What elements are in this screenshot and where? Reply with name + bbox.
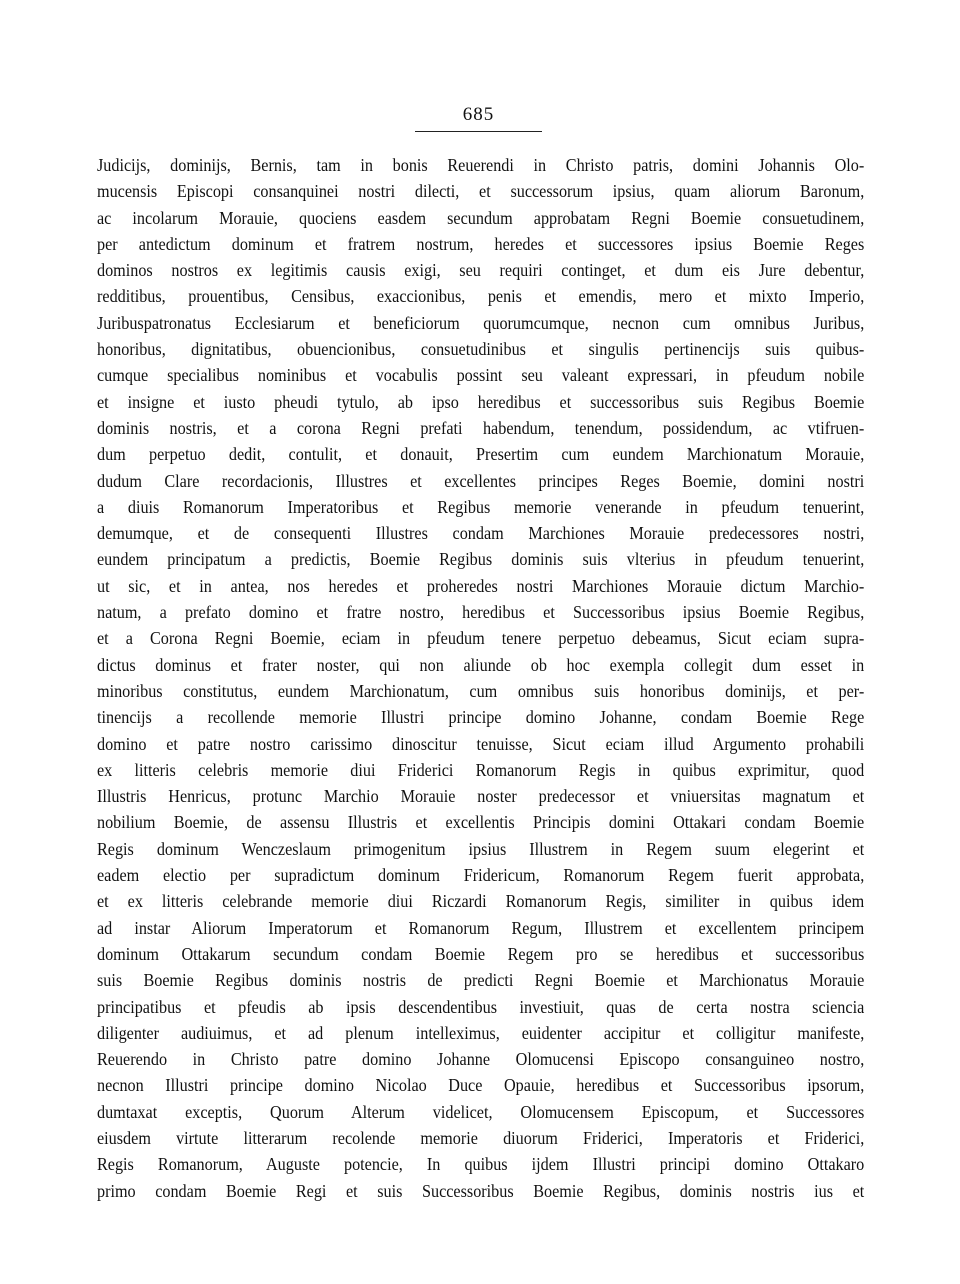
text-line: eadem electio per supradictum dominum Fridericum, Romanorum Regem fuerit approbata, bbox=[97, 865, 865, 886]
text-line: mucensis Episcopi consanquinei nostri dilecti, et successorum ipsius, quam aliorum Baronum, bbox=[97, 181, 865, 202]
text-line: dum perpetuo dedit, contulit, et donauit, Presertim cum eundem Marchionatum Morauie, bbox=[97, 444, 865, 465]
text-line: per antedictum dominum et fratrem nostrum, heredes et successores ipsius Boemie Reges bbox=[97, 233, 865, 254]
text-line: dumtaxat exceptis, Quorum Alterum videlicet, Olomucensem Episcopum, et Successores bbox=[97, 1101, 865, 1122]
text-line: minoribus constitutus, eundem Marchionatum, cum omnibus suis honoribus dominijs, et per- bbox=[97, 680, 865, 701]
text-line: ex litteris celebris memorie diui Friderici Romanorum Regis in quibus exprimitur, quod bbox=[97, 759, 865, 780]
text-line: dudum Clare recordacionis, Illustres et excellentes principes Reges Boemie, domini nostri bbox=[97, 470, 865, 491]
text-line: Juribuspatronatus Ecclesiarum et beneficiorum quorumcumque, necnon cum omnibus Juribus, bbox=[97, 312, 865, 333]
text-line: dominos nostros ex legitimis causis exigi, seu requiri continget, et dum eis Jure debentur, bbox=[97, 260, 865, 281]
header-rule bbox=[415, 131, 542, 132]
text-line: primo condam Boemie Regi et suis Successoribus Boemie Regibus, dominis nostris ius et bbox=[97, 1180, 865, 1201]
text-line: suis Boemie Regibus dominis nostris de predicti Regni Boemie et Marchionatus Morauie bbox=[97, 970, 865, 991]
text-line: eiusdem virtute litterarum recolende memorie diuorum Friderici, Imperatoris et Friderici, bbox=[97, 1127, 865, 1148]
text-line: diligenter audiuimus, et ad plenum intelleximus, euidenter accipitur et colligitur manifeste, bbox=[97, 1022, 865, 1043]
text-line: necnon Illustri principe domino Nicolao Duce Opauie, heredibus et Successoribus ipsorum, bbox=[97, 1075, 865, 1096]
text-line: dictus dominus et frater noster, qui non aliunde ob hoc exempla collegit dum esset in bbox=[97, 654, 865, 675]
text-line: Regis dominum Wenczeslaum primogenitum ipsius Illustrem in Regem suum elegerint et bbox=[97, 838, 865, 859]
text-line: dominis nostris, et a corona Regni prefati habendum, tenendum, possidendum, ac vtifruen- bbox=[97, 417, 865, 438]
text-line: ad instar Aliorum Imperatorum et Romanorum Regum, Illustrem et excellentem principem bbox=[97, 917, 865, 938]
text-line: et insigne et iusto pheudi tytulo, ab ipso heredibus et successoribus suis Regibus Boemie bbox=[97, 391, 865, 412]
text-line: a diuis Romanorum Imperatoribus et Regibus memorie venerande in pfeudum tenuerint, bbox=[97, 496, 865, 517]
text-line: principatibus et pfeudis ab ipsis descendentibus investiuit, quas de certa nostra sciencia bbox=[97, 996, 865, 1017]
text-line: demumque, et de consequenti Illustres condam Marchiones Morauie predecessores nostri, bbox=[97, 523, 865, 544]
text-line: honoribus, dignitatibus, obuencionibus, consuetudinibus et singulis pertinencijs suis quibus- bbox=[97, 339, 865, 360]
text-line: et a Corona Regni Boemie, eciam in pfeudum tenere perpetuo debeamus, Sicut eciam supra- bbox=[97, 628, 865, 649]
text-line: domino et patre nostro carissimo dinoscitur tenuisse, Sicut eciam illud Argumento prohabili bbox=[97, 733, 865, 754]
text-line: ac incolarum Morauie, quociens easdem secundum approbatam Regni Boemie consuetudinem, bbox=[97, 207, 865, 228]
text-line: dominum Ottakarum secundum condam Boemie Regem pro se heredibus et successoribus bbox=[97, 943, 865, 964]
text-line: Reuerendo in Christo patre domino Johanne Olomucensi Episcopo consanguineo nostro, bbox=[97, 1049, 865, 1070]
text-line: tinencijs a recollende memorie Illustri principe domino Johanne, condam Boemie Rege bbox=[97, 707, 865, 728]
text-line: Illustris Henricus, protunc Marchio Morauie noster predecessor et vniuersitas magnatum et bbox=[97, 786, 865, 807]
text-line: nobilium Boemie, de assensu Illustris et excellentis Principis domini Ottakari condam Boemie bbox=[97, 812, 865, 833]
body-text bbox=[97, 152, 864, 1204]
text-line: Judicijs, dominijs, Bernis, tam in bonis Reuerendi in Christo patris, domini Johannis Olo- bbox=[97, 155, 865, 175]
text-line: redditibus, prouentibus, Censibus, exaccionibus, penis et emendis, mero et mixto Imperio, bbox=[97, 286, 865, 307]
page-number: 685 bbox=[462, 104, 495, 125]
text-line: natum, a prefato domino et fratre nostro, heredibus et Successoribus ipsius Boemie Regibus, bbox=[97, 602, 865, 623]
text-line: ut sic, et in antea, nos heredes et proheredes nostri Marchiones Morauie dictum Marchio- bbox=[97, 575, 865, 596]
text-line: Regis Romanorum, Auguste potencie, In quibus ijdem Illustri principi domino Ottakaro bbox=[97, 1154, 865, 1175]
text-line: et ex litteris celebrande memorie diui Riczardi Romanorum Regis, similiter in quibus idem bbox=[97, 891, 865, 912]
text-line: eundem principatum a predictis, Boemie Regibus dominis suis vlterius in pfeudum tenuerint, bbox=[97, 549, 865, 570]
text-line: cumque specialibus nominibus et vocabulis possint seu valeant expressari, in pfeudum nobile bbox=[97, 365, 865, 386]
